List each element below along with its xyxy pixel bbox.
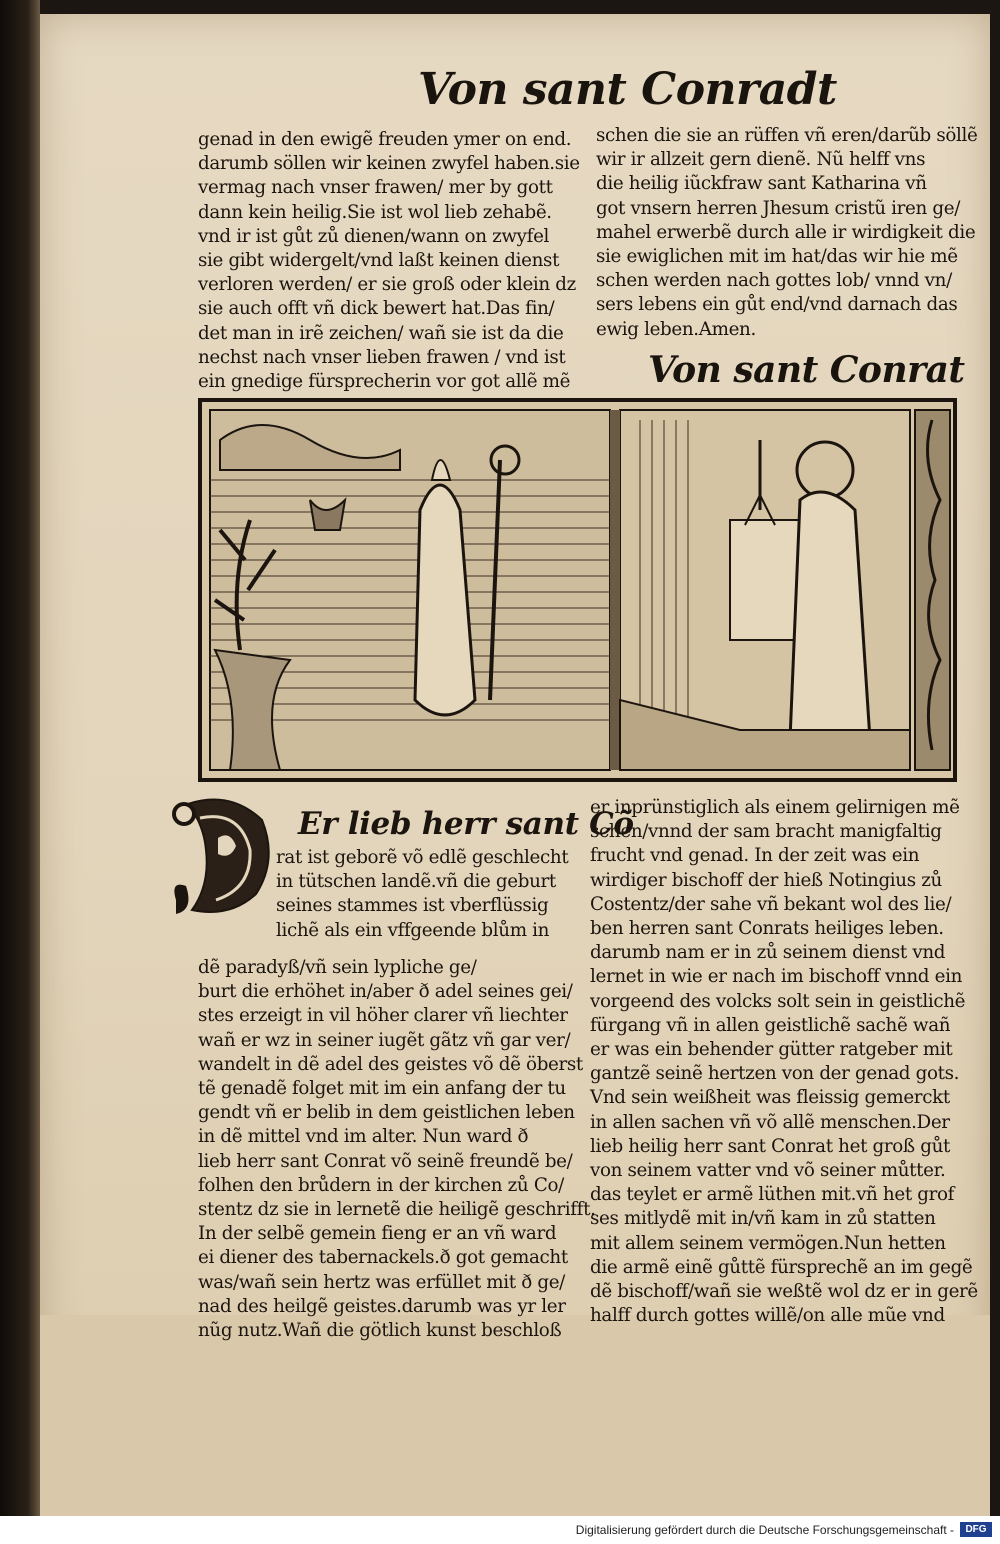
text-line: verloren werden/ er sie groß oder klein dz bbox=[198, 274, 576, 296]
text-line: darumb nam er in zů seinem dienst vnd bbox=[590, 942, 946, 964]
text-line: halff durch gottes willẽ/on alle mũe vnd bbox=[590, 1305, 945, 1327]
text-column-top-left bbox=[198, 128, 580, 394]
text-line: sie gibt widergelt/vnd laßt keinen dienst bbox=[198, 250, 560, 272]
text-line: Costentz/der sahe vñ bekant wol des lie/ bbox=[590, 893, 952, 915]
text-column-bottom-right bbox=[590, 796, 978, 1328]
text-line: folhen den brůdern in der kirchen zů Co/ bbox=[198, 1174, 564, 1196]
running-head: Von sant Conradt bbox=[418, 64, 837, 115]
text-line: sie ewiglichen mit im hat/das wir hie mẽ bbox=[596, 246, 958, 268]
text-line: wañ er wz in seiner iugẽt gãtz vñ gar ver/ bbox=[198, 1029, 571, 1051]
text-line: burt die erhöhet in/aber ð adel seines gei/ bbox=[198, 981, 573, 1003]
text-line: stes erzeigt in vil höher clarer vñ liechter bbox=[198, 1005, 568, 1027]
text-line: genad in den ewigẽ freuden ymer on end. bbox=[198, 129, 572, 150]
text-line: er was ein behender gütter ratgeber mit bbox=[590, 1039, 953, 1061]
text-line: gendt vñ er belib in dem geistlichen leben bbox=[198, 1102, 575, 1124]
drop-initial-lines bbox=[198, 802, 634, 943]
text-line: stentz dz sie in lernetẽ die heiligẽ geschrifft. bbox=[198, 1199, 596, 1221]
woodcut-illustration bbox=[200, 400, 955, 780]
text-line: ei diener des tabernackels.ð got gemacht bbox=[198, 1247, 568, 1269]
text-line: vorgeend des volcks solt sein in geistlichẽ bbox=[590, 990, 966, 1012]
book-gutter bbox=[0, 0, 40, 1516]
text-line: die heilig iũckfraw sant Katharina vñ bbox=[596, 173, 927, 195]
text-column-bottom-left bbox=[198, 956, 596, 1343]
text-line: dẽ bischoff/wañ sie weßtẽ wol dz er in gerẽ bbox=[590, 1281, 978, 1303]
text-line: schen werden nach gottes lob/ vnnd vn/ bbox=[596, 270, 952, 292]
dfg-logo-icon: DFG bbox=[960, 1522, 992, 1537]
text-line: von seinem vatter vnd võ seiner můtter. bbox=[590, 1160, 946, 1182]
text-line: Vnd sein weißheit was fleissig gemerckt bbox=[590, 1087, 950, 1109]
woodcut-right-panel bbox=[610, 410, 950, 770]
text-line: dẽ paradyß/vñ sein lypliche ge/ bbox=[198, 957, 477, 978]
text-line: got vnsern herren Jhesum cristũ iren ge/ bbox=[596, 197, 960, 219]
text-line: in dẽ mittel vnd im alter. Nun ward ð bbox=[198, 1126, 529, 1148]
footer-credit: Digitalisierung gefördert durch die Deutsche Forschungsgemeinschaft - bbox=[575, 1523, 954, 1537]
text-line: das teylet er armẽ lüthen mit.vñ het grof bbox=[590, 1184, 955, 1206]
text-line: darumb söllen wir keinen zwyfel haben.sie bbox=[198, 153, 580, 175]
page-lower-margin bbox=[40, 1315, 990, 1516]
text-column-top-right bbox=[596, 124, 978, 342]
text-line: lieb heilig herr sant Conrat het groß gůt bbox=[590, 1135, 951, 1157]
text-line: wir ir allzeit gern dienẽ. Nũ helff vns bbox=[596, 149, 926, 171]
text-line: sers lebens ein gůt end/vnd darnach das bbox=[596, 294, 958, 316]
text-line: mahel erwerbẽ durch alle ir wirdigkeit die bbox=[596, 221, 976, 243]
text-line: In der selbẽ gemein fieng er an vñ ward bbox=[198, 1223, 557, 1245]
text-line: wandelt in dẽ adel des geistes võ dẽ öberst bbox=[198, 1053, 583, 1075]
text-line: fürgang vñ in allen geistlichẽ sachẽ wañ bbox=[590, 1014, 951, 1036]
text-line: in tütschen landẽ.vñ die geburt bbox=[276, 871, 556, 893]
text-line: was/wañ sein hertz was erfüllet mit ð ge/ bbox=[198, 1271, 565, 1293]
text-line: nũg nutz.Wañ die götlich kunst beschloß bbox=[198, 1320, 562, 1342]
text-line: ses mitlydẽ mit in/vñ kam in zů statten bbox=[590, 1208, 936, 1230]
text-line: sie auch offt vñ dick bewert hat.Das fin/ bbox=[198, 298, 555, 320]
text-line: lieb herr sant Conrat võ seinẽ freundẽ be/ bbox=[198, 1150, 573, 1172]
text-line: vnd ir ist gůt zů dienen/wann on zwyfel bbox=[198, 225, 550, 247]
text-line: lichẽ als ein vffgeende blům in bbox=[276, 919, 550, 941]
text-line: mit allem seinem vermögen.Nun hetten bbox=[590, 1232, 946, 1254]
text-line: in allen sachen vñ võ allẽ menschen.Der bbox=[590, 1111, 950, 1133]
text-line: nechst nach vnser lieben frawen / vnd ist bbox=[198, 346, 566, 368]
text-line: wirdiger bischoff der hieß Notingius zů bbox=[590, 869, 942, 891]
digitization-footer bbox=[0, 1516, 1000, 1544]
chapter-title: Von sant Conrat bbox=[648, 349, 965, 391]
text-line: nad des heilgẽ geistes.darumb was yr ler bbox=[198, 1295, 566, 1317]
text-line: er inprünstiglich als einem gelirnigen mẽ bbox=[590, 797, 960, 818]
text-line: rat ist geborẽ võ edlẽ geschlecht bbox=[276, 847, 569, 868]
text-line: tẽ genadẽ folget mit im ein anfang der tu bbox=[198, 1078, 566, 1100]
chapter-opening-line: Er lieb herr sant Cõ bbox=[298, 806, 634, 842]
text-line: gantzẽ seinẽ hertzen von der genad gots. bbox=[590, 1063, 960, 1085]
text-line: seines stammes ist vberflüssig bbox=[276, 895, 549, 917]
text-line: frucht vnd genad. In der zeit was ein bbox=[590, 845, 920, 867]
woodcut-left-panel bbox=[210, 410, 610, 770]
text-line: ein gnedige fürsprecherin vor got allẽ mẽ bbox=[198, 371, 571, 393]
text-line: vermag nach vnser frawen/ mer by gott bbox=[198, 177, 553, 199]
text-line: schen/vnnd der sam bracht manigfaltig bbox=[590, 821, 942, 843]
text-line: ben herren sant Conrats heiliges leben. bbox=[590, 918, 944, 940]
text-line: dann kein heilig.Sie ist wol lieb zehabẽ. bbox=[198, 201, 552, 223]
text-line: det man in irẽ zeichen/ wañ sie ist da die bbox=[198, 322, 564, 344]
text-line: lernet in wie er nach im bischoff vnnd ein bbox=[590, 966, 962, 988]
text-line: schen die sie an rüffen vñ eren/darũb söllẽ bbox=[596, 125, 978, 146]
text-line: ewig leben.Amen. bbox=[596, 318, 756, 340]
text-line: die armẽ einẽ gůttẽ fürsprechẽ an im gegẽ bbox=[590, 1256, 973, 1278]
